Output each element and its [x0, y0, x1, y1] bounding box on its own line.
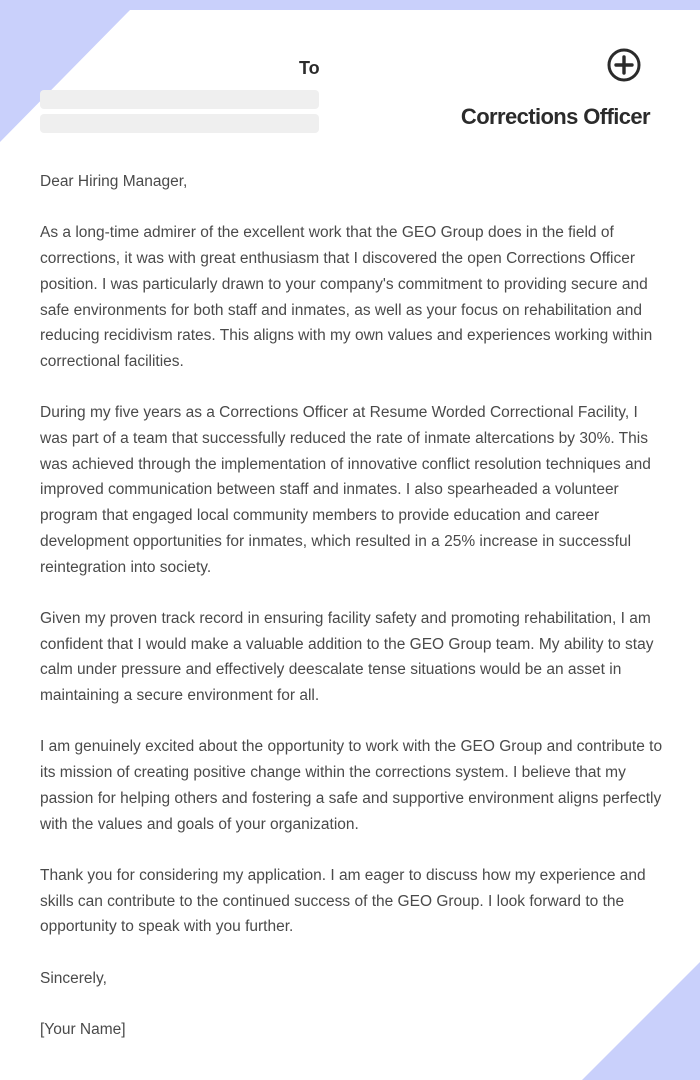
signature: [Your Name] [40, 1021, 126, 1039]
recipient-name-placeholder [40, 90, 319, 109]
salutation: Dear Hiring Manager, [40, 173, 188, 190]
to-label: To [299, 58, 320, 78]
paragraph: During my five years as a Corrections Officer at Resume Worded Correctional Facility, I was part of a team that successfully reduced the rate of inmate altercations by 30%. This was achieved through the implementation of innovative conflict resolution techniques and improved communication between staff and inmates. I also spearheaded a volunteer program that engaged local community members to provide education and career development opportunities for inmates, which resulted in a 25% increase in successful reintegration into society. [40, 404, 651, 576]
paragraph: As a long-time admirer of the excellent work that the GEO Group does in the field of corrections, it was with great enthusiasm that I discovered the open Corrections Officer position. I was particularly drawn to your company's commitment to providing secure and safe environments for both staff and inmates, as well as your focus on rehabilitation and reducing recidivism rates. This aligns with my own values and experiences working within correctional facilities. [40, 224, 653, 370]
closing: Sincerely, [40, 969, 107, 987]
paragraph: I am genuinely excited about the opportunity to work with the GEO Group and contribute to its mission of creating positive change within the corrections system. I believe that my passion for helping others and fostering a safe and supportive environment aligns perfectly with the values and goals of your organization. [40, 738, 663, 833]
job-title: Corrections Officer [460, 104, 650, 129]
plus-circle-icon[interactable] [607, 48, 641, 82]
recipient-address-placeholder [40, 114, 319, 133]
letter-body [40, 169, 665, 1068]
paragraph: Thank you for considering my application. I am eager to discuss how my experience and skills can contribute to the continued success of the GEO Group. I look forward to the opportunity to speak with you further. [40, 866, 646, 936]
paragraph: Given my proven track record in ensuring facility safety and promoting rehabilitation, I am confident that I would make a valuable addition to the GEO Group team. My ability to stay calm under pressure and effectively deescalate tense situations would be an asset in maintaining a secure environment for all. [40, 609, 654, 705]
